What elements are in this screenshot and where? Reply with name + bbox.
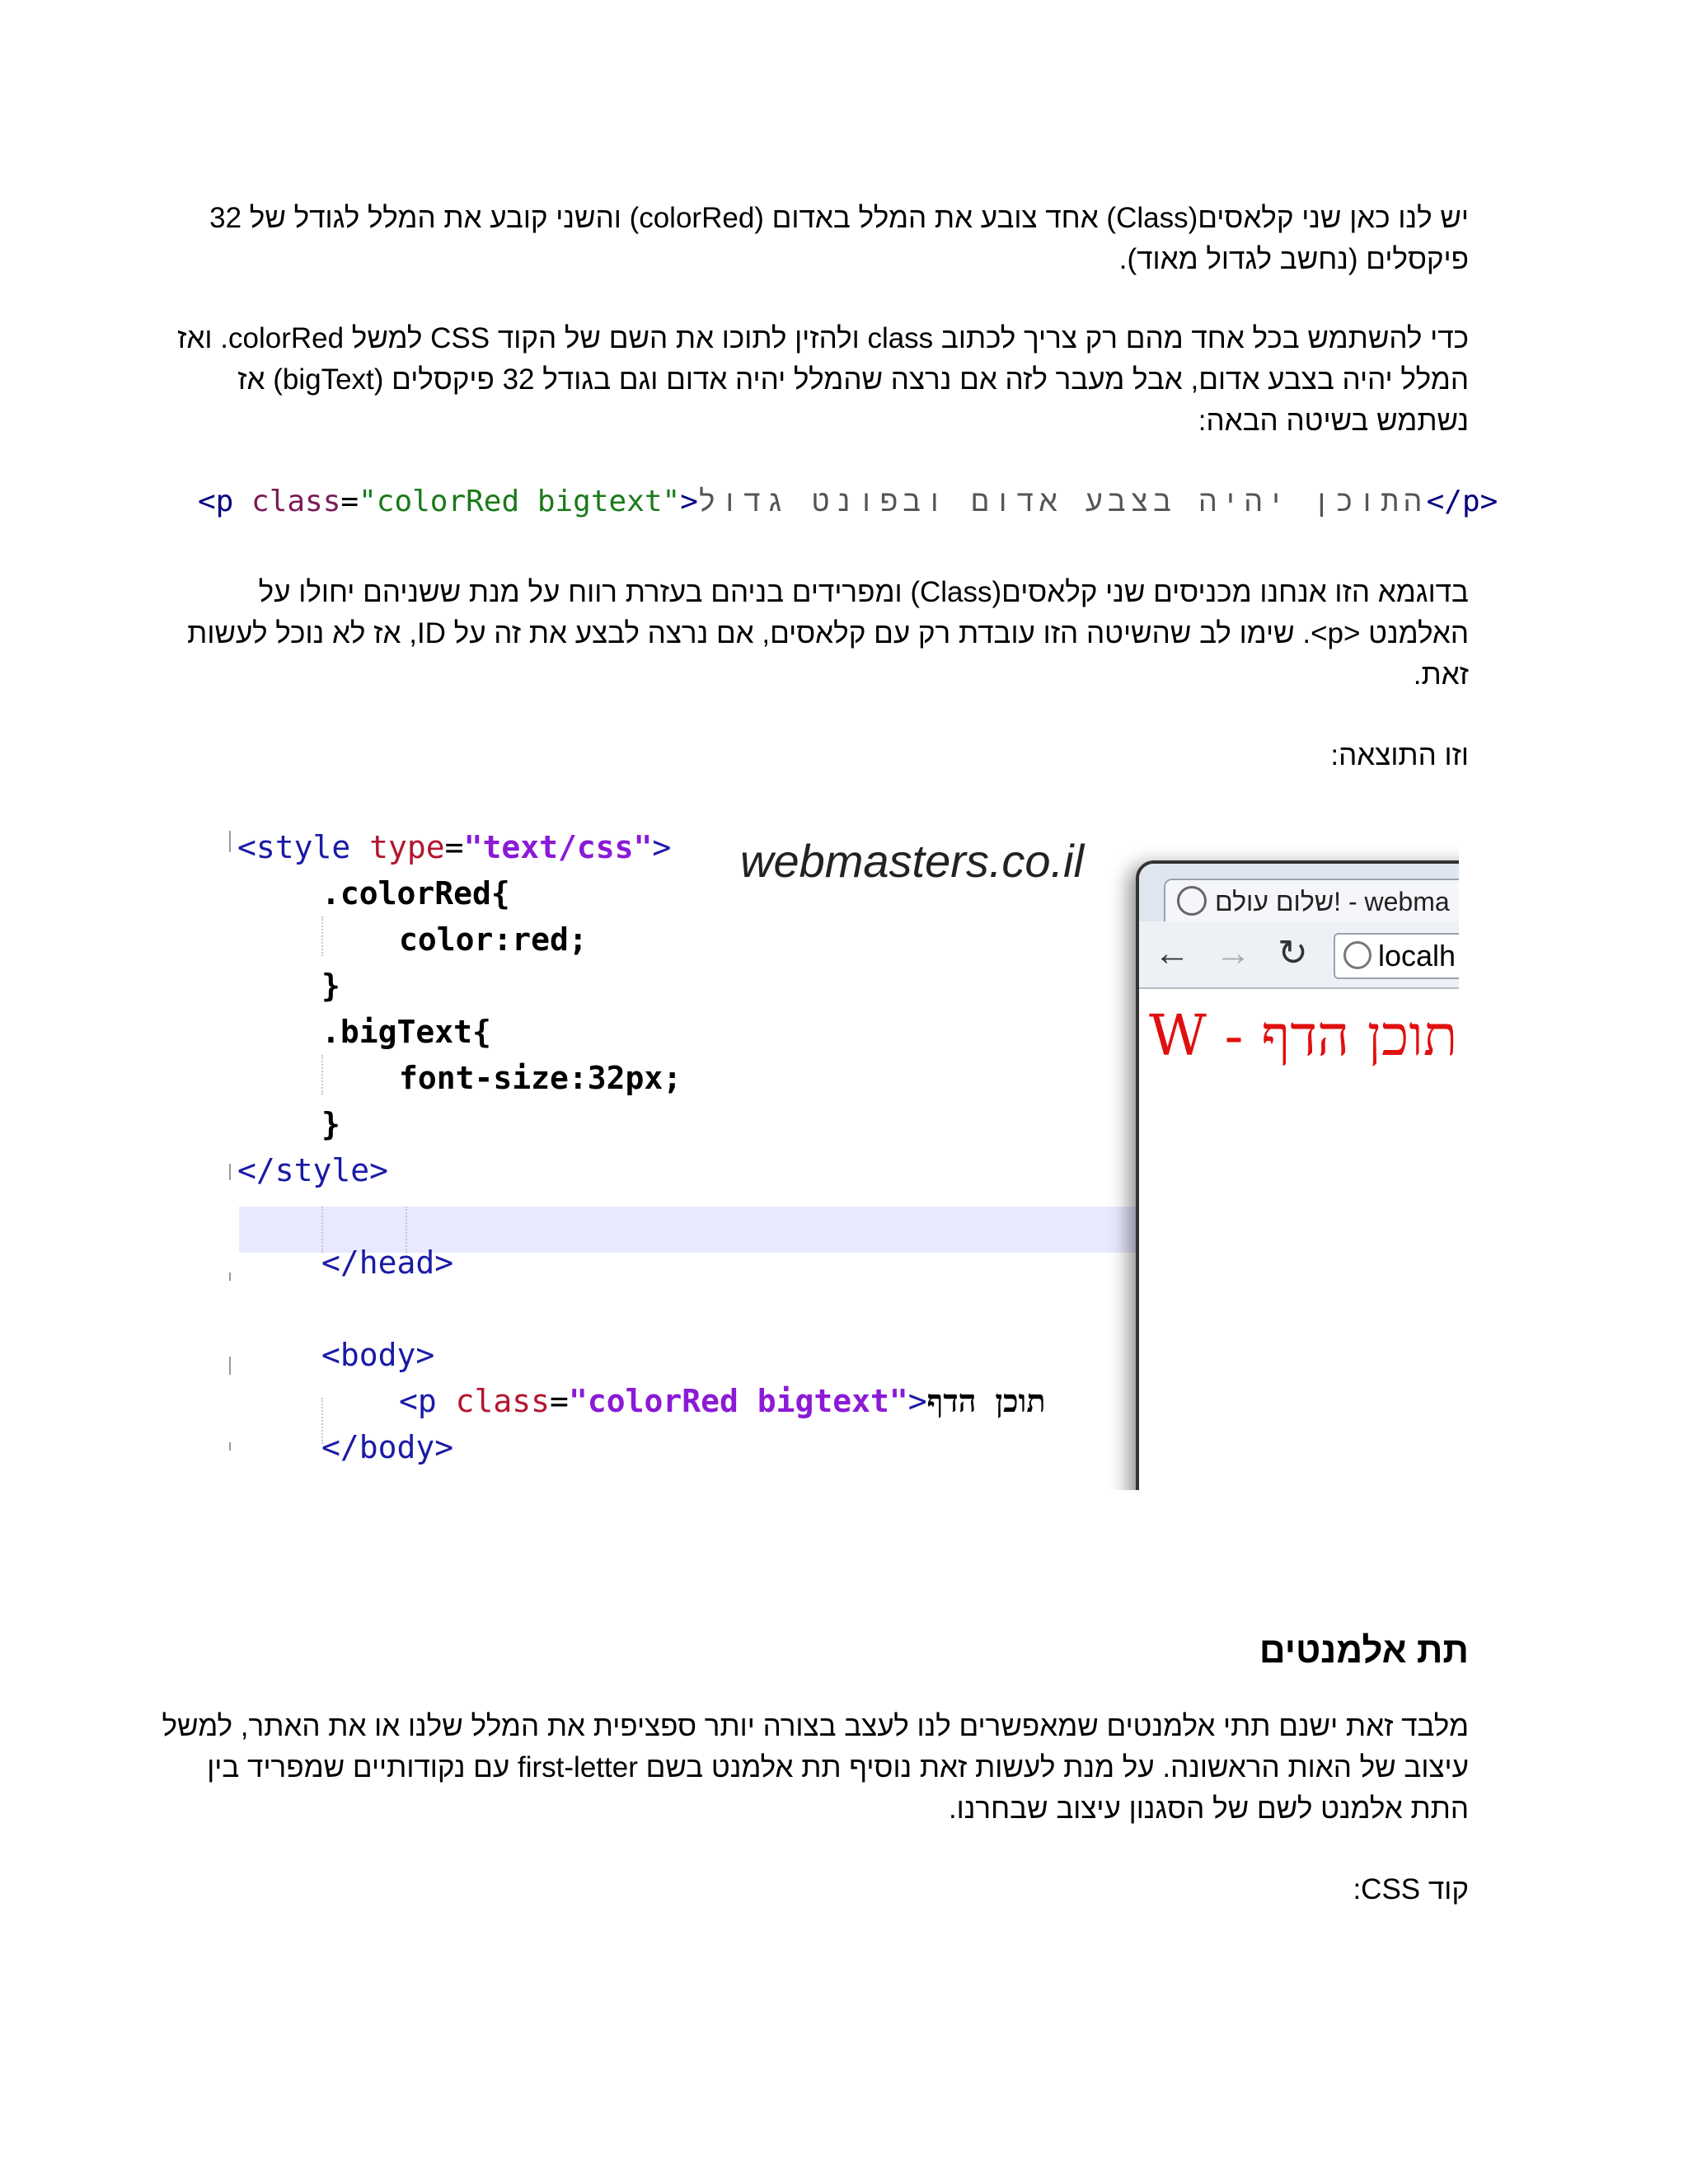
back-arrow-icon[interactable]: ← [1154, 933, 1190, 973]
eq: = [550, 1383, 569, 1419]
tab-title: שלום עולם! - webma [1215, 887, 1450, 916]
code-example [198, 485, 1498, 520]
text-line: זאת. [1413, 658, 1469, 691]
code-close-tag: </p> [1426, 485, 1498, 518]
address-text: localh [1378, 939, 1456, 972]
type-value: "text/css" [463, 829, 653, 865]
paragraph-classes-intro [134, 198, 1469, 280]
text-line: כדי להשתמש בכל אחד מהם רק צריך לכתוב class ולהזין לתוכו את השם של הקוד CSS למשל colorRed. ואז [177, 322, 1469, 354]
editor-line-body-close: </body> [321, 1429, 454, 1465]
rendered-page-text: תוכן הדף - W [1149, 1004, 1458, 1069]
code-open-tag: <p [198, 485, 234, 518]
text-line: התת אלמנט לשם של הסגנון עיצוב שבחרנו. [948, 1793, 1469, 1825]
editor-line-bigtext-selector: .bigText{ [321, 1014, 491, 1050]
editor-line-p-element [399, 1378, 1046, 1424]
paragraph-multiple-classes [134, 572, 1469, 696]
watermark-text: webmasters.co.il [740, 835, 1085, 887]
code-content: התוכן יהיה בצבע אדום ובפונט גדול [697, 485, 1427, 518]
browser-tab-bar [1139, 864, 1459, 921]
browser-tab[interactable] [1164, 879, 1459, 923]
css-code-label: קוד CSS: [1353, 1873, 1469, 1905]
editor-gutter [229, 824, 237, 1490]
editor-line-color-rule: color:red; [399, 921, 588, 958]
text-line: המלל יהיה בצבע אדום, אבל מעבר לזה אם נרצה שהמלל יהיה אדום וגם בגודל 32 פיקסלים (bigText) אז [237, 363, 1469, 396]
result-label: וזו התוצאה: [1330, 739, 1469, 771]
editor-line-body-open: <body> [321, 1337, 435, 1373]
address-bar[interactable] [1334, 933, 1459, 979]
forward-arrow-icon[interactable]: → [1215, 933, 1251, 973]
editor-line-close-brace: } [321, 968, 340, 1004]
editor-line-style-close: </style> [237, 1152, 389, 1188]
reload-icon[interactable]: ↻ [1278, 933, 1308, 973]
type-attr: type [350, 829, 445, 865]
text-line: עיצוב של האות הראשונה. על מנת לעשות זאת נוסיף תת אלמנט בשם first-letter עם נקודותיים שמפריד בין [207, 1751, 1469, 1783]
editor-line-head-close: </head> [321, 1244, 454, 1281]
class-value: "colorRed bigtext" [568, 1383, 908, 1419]
browser-window [1136, 860, 1459, 1490]
section-heading: תת אלמנטים [1259, 1630, 1469, 1671]
result-screenshot [229, 824, 1459, 1490]
editor-line-font-size-rule: font-size:32px; [399, 1060, 682, 1096]
text-line: יש לנו כאן שני קלאסים(Class) אחד צובע את המלל באדום (colorRed) והשני קובע את המלל לגודל של 32 [209, 202, 1469, 234]
code-eq: = [340, 485, 359, 518]
text-line: פיקסלים (נחשב לגדול מאוד). [1118, 243, 1469, 275]
code-attr: class [233, 485, 341, 518]
style-tag: <style [237, 829, 351, 865]
code-editor [229, 824, 1136, 1490]
paragraph-class-usage [134, 318, 1469, 442]
eq: = [444, 829, 464, 865]
class-attr: class [436, 1383, 551, 1419]
p-content: תוכן הדף [926, 1383, 1046, 1419]
text-line: בדוגמא הזו אנחנו מכניסים שני קלאסים(Class) ומפרידים בניהם בעזרת רווח על מנת ששניהם יחולו על [258, 576, 1469, 608]
paragraph-sub-elements [134, 1706, 1469, 1830]
editor-line-style-open [237, 824, 671, 870]
browser-toolbar [1139, 921, 1459, 989]
editor-line-close-brace: } [321, 1106, 340, 1142]
text-line: האלמנט <p>. שימו לב שהשיטה הזו עובדת רק עם קלאסים, אם נרצה לבצע את זה על ID, אז לא נוכל לעשות [187, 617, 1469, 649]
editor-line-colorred-selector: .colorRed{ [321, 875, 510, 912]
p-tag: <p [399, 1383, 437, 1419]
code-value: "colorRed bigtext" [359, 485, 681, 518]
code-gt: > [680, 485, 698, 518]
text-line: מלבד זאת ישנם תתי אלמנטים שמאפשרים לנו לעצב בצורה יותר ספציפית את המלל שלנו או את האתר, למשל [162, 1710, 1469, 1742]
globe-icon [1177, 886, 1207, 916]
gt: > [652, 829, 672, 865]
gt: > [907, 1383, 927, 1419]
globe-icon [1343, 941, 1372, 969]
text-line: נשתמש בשיטה הבאה: [1198, 405, 1469, 437]
